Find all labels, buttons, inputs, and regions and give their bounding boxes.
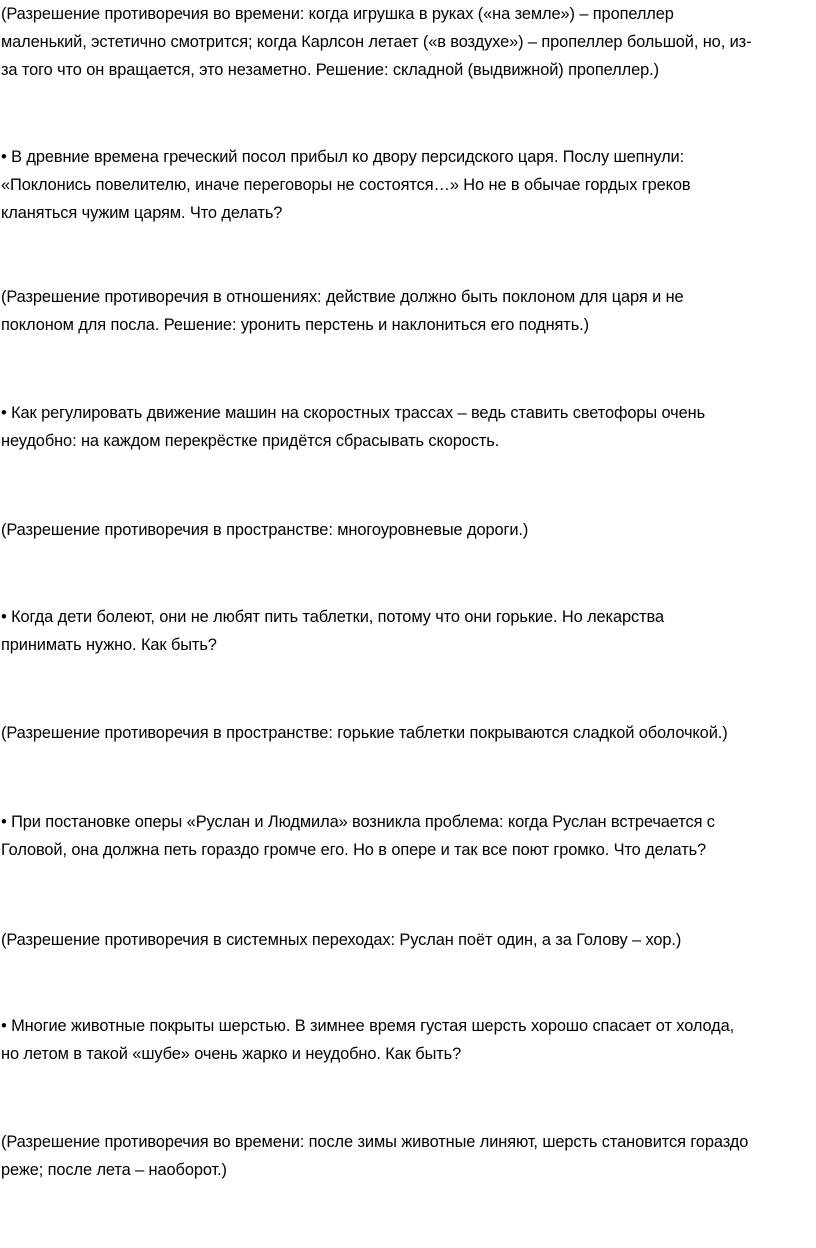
paragraph-opera-solution: [1, 926, 816, 954]
text-line: (Разрешение противоречия в отношениях: действие должно быть поклоном для царя и не: [1, 288, 684, 306]
text-line: но летом в такой «шубе» очень жарко и неудобно. Как быть?: [1, 1045, 462, 1063]
paragraph-greek-ambassador-solution: [1, 283, 816, 339]
paragraph-greek-ambassador-task: [1, 143, 816, 227]
text-line: (Разрешение противоречия в пространстве: горькие таблетки покрываются сладкой оболочкой.): [1, 724, 728, 742]
text-line: за того что он вращается, это незаметно. Решение: складной (выдвижной) пропеллер.): [1, 61, 659, 79]
text-line: поклоном для посла. Решение: уронить перстень и наклониться его поднять.): [1, 316, 589, 334]
text-line: (Разрешение противоречия в системных переходах: Руслан поёт один, а за Голову – хор.): [1, 931, 682, 949]
text-line: неудобно: на каждом перекрёстке придётся сбрасывать скорость.: [1, 432, 500, 450]
text-line: (Разрешение противоречия во времени: когда игрушка в руках («на земле») – пропеллер: [1, 5, 674, 23]
text-line: «Поклонись повелителю, иначе переговоры не состоятся…» Но не в обычае гордых греков: [1, 176, 691, 194]
paragraph-fur-solution: [1, 1128, 816, 1184]
paragraph-opera-task: [1, 808, 816, 864]
text-line: (Разрешение противоречия во времени: после зимы животные линяют, шерсть становится гораздо: [1, 1133, 749, 1151]
text-line: принимать нужно. Как быть?: [1, 636, 217, 654]
text-line: Головой, она должна петь гораздо громче его. Но в опере и так все поют громко. Что делать?: [1, 841, 707, 859]
paragraph-pills-solution: [1, 719, 816, 747]
text-line: кланяться чужим царям. Что делать?: [1, 204, 283, 222]
paragraph-highway-task: [1, 399, 816, 455]
text-line: (Разрешение противоречия в пространстве: многоуровневые дороги.): [1, 521, 529, 539]
text-line: реже; после лета – наоборот.): [1, 1161, 227, 1179]
text-line: • Когда дети болеют, они не любят пить таблетки, потому что они горькие. Но лекарства: [1, 608, 664, 626]
text-line: • Как регулировать движение машин на скоростных трассах – ведь ставить светофоры очень: [1, 404, 706, 422]
text-line: маленький, эстетично смотрится; когда Карлсон летает («в воздухе») – пропеллер большой, но, из-: [1, 33, 752, 51]
paragraph-pills-task: [1, 603, 816, 659]
paragraph-fur-task: [1, 1012, 816, 1068]
text-line: • При постановке оперы «Руслан и Людмила» возникла проблема: когда Руслан встречается с: [1, 813, 715, 831]
paragraph-karlson-solution: [1, 0, 816, 84]
text-line: • Многие животные покрыты шерстью. В зимнее время густая шерсть хорошо спасает от холода,: [1, 1017, 735, 1035]
paragraph-highway-solution: [1, 516, 816, 544]
text-line: • В древние времена греческий посол прибыл ко двору персидского царя. Послу шепнули:: [1, 148, 685, 166]
